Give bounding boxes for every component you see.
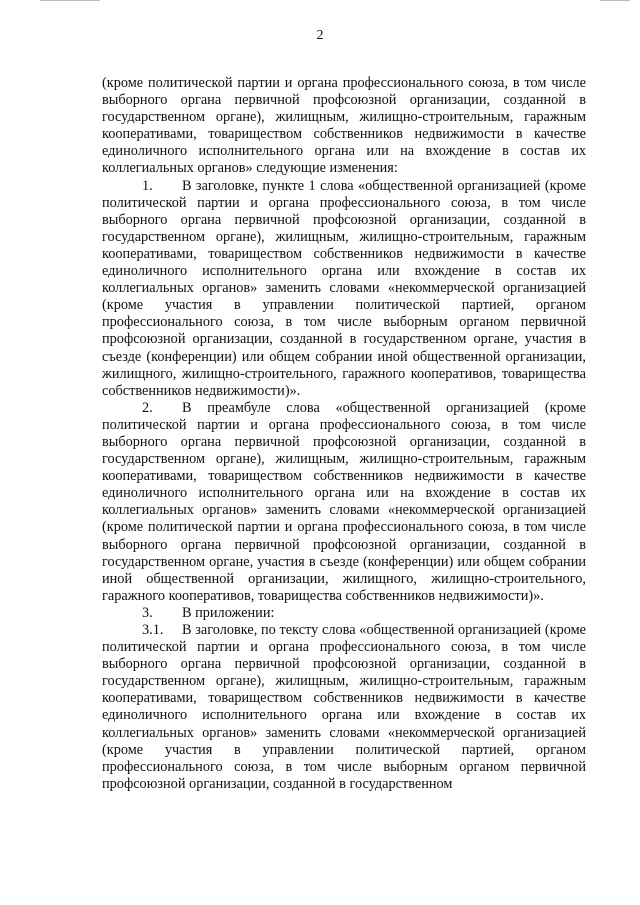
paragraph-text: В заголовке, пункте 1 слова «общественной организацией (кроме политической партии и органа профессионального союза, в том числе выборного органа первичной профсоюзной организации, созданной в государственном органе), жилищным, жилищно-строительным, гаражным кооперативами, товариществом собственников недвижимости в качестве единоличного исполнительного органа или вхождение в состав их коллегиальных органов» заменить словами «некоммерческой организацией (кроме участия в управлении политической партией, органом профессионального союза, в том числе выборным органом первичной профсоюзной организации, созданной в государственном органе, участия в съезде (конференции) или общем собрании иной общественной организации, жилищного, жилищно-строительного, гаражного кооперативов, товарищества собственников недвижимости)». [102, 177, 586, 399]
paragraph-3-1 [102, 622, 586, 793]
paragraph-text: (кроме политической партии и органа профессионального союза, в том числе выборного органа первичной профсоюзной организации, созданной в государственном органе), жилищным, жилищно-строительным, гаражным кооперативами, товариществом собственников недвижимости в качестве единоличного исполнительного органа или на вхождение в состав их коллегиальных органов» следующие изменения: [102, 75, 586, 177]
paragraph-2 [102, 400, 586, 605]
paragraph-number: 3. [142, 604, 153, 621]
scan-artifact-left [40, 0, 100, 1]
scan-artifact-right [600, 0, 630, 1]
paragraph-text: В преамбуле слова «общественной организацией (кроме политической партии и органа профессионального союза, в том числе выборного органа первичной профсоюзной организации, созданной в государственном органе), жилищным, жилищно-строительным, гаражным кооперативами, товариществом собственников недвижимости в качестве единоличного исполнительного органа или на вхождение в состав их коллегиальных органов» заменить словами «некоммерческой организацией (кроме политической партии и органа профессионального союза, в том числе выборного органа первичной профсоюзной организации, созданной в государственном органе, участия в съезде (конференции) или общем собрании иной общественной организации, жилищного, жилищно-строительного, гаражного кооперативов, товарищества собственников недвижимости)». [102, 399, 586, 604]
paragraph-number: 1. [142, 177, 153, 194]
page-number: 2 [316, 28, 324, 43]
paragraph-1 [102, 178, 586, 400]
document-body [102, 75, 586, 793]
paragraph-number: 3.1. [142, 622, 164, 638]
paragraph-3 [102, 605, 586, 622]
paragraph-text: В приложении: [182, 604, 275, 621]
paragraph-number: 2. [142, 399, 153, 416]
paragraph-text: В заголовке, по тексту слова «общественной организацией (кроме политической партии и органа профессионального союза, в том числе выборного органа первичной профсоюзной организации, созданной в государственном органе), жилищным, жилищно-строительным, гаражным кооперативами, товариществом собственников недвижимости в качестве единоличного исполнительного органа или вхождение в состав их коллегиальных органов» заменить словами «некоммерческой организацией (кроме участия в управлении политической партией, органом профессионального союза, в том числе выборным органом первичной профсоюзной организации, созданной в государственном [102, 622, 586, 792]
paragraph-intro [102, 75, 586, 178]
